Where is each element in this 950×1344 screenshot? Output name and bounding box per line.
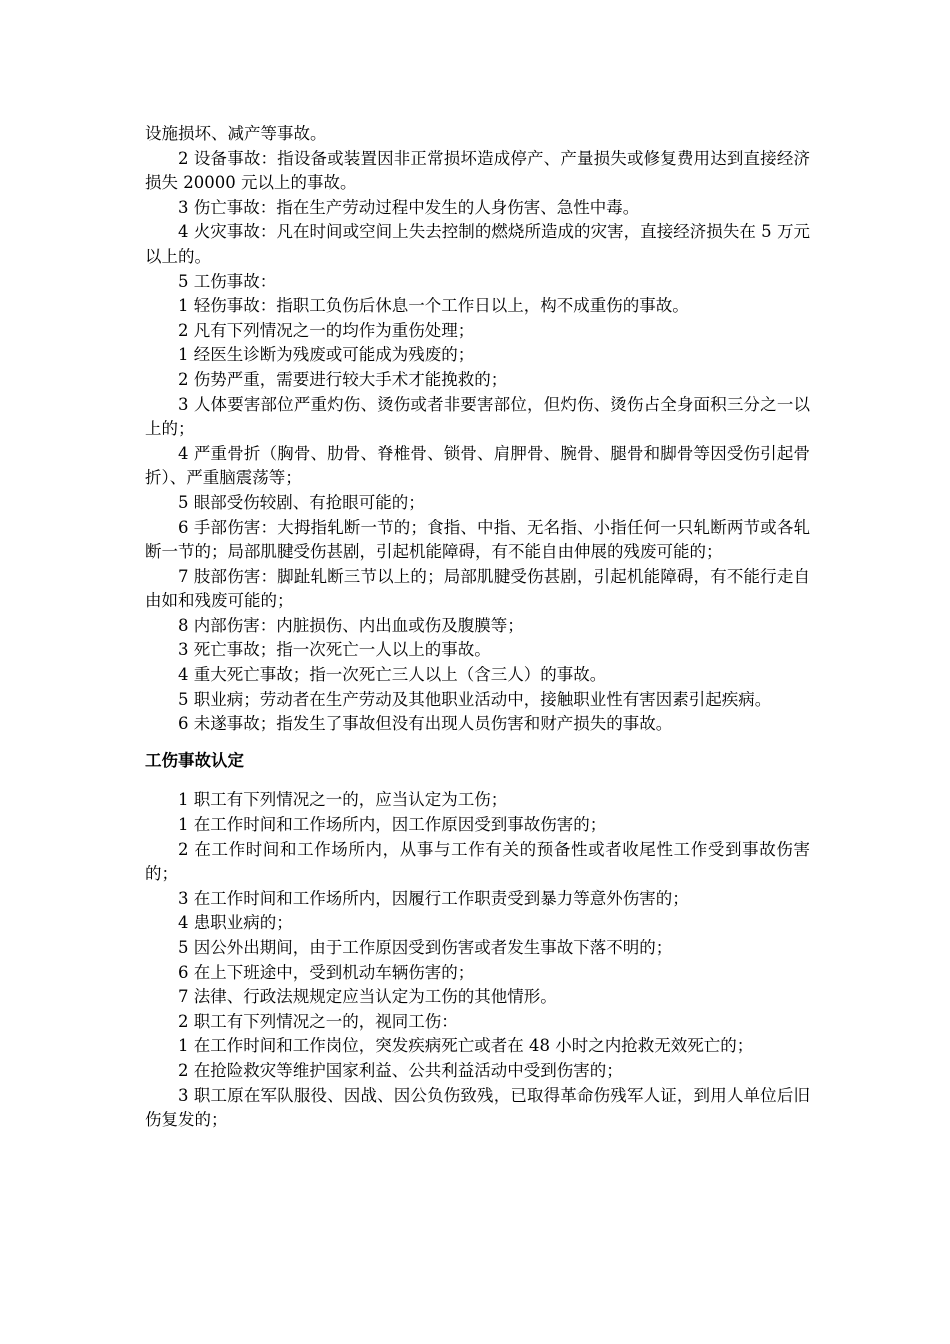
paragraph: 6 未遂事故；指发生了事故但没有出现人员伤害和财产损失的事故。 (178, 714, 673, 734)
paragraph: 1 轻伤事故：指职工负伤后休息一个工作日以上，构不成重伤的事故。 (178, 296, 689, 316)
paragraph: 7 法律、行政法规规定应当认定为工伤的其他情形。 (178, 987, 557, 1007)
document-page (145, 122, 810, 1133)
paragraph: 1 职工有下列情况之一的，应当认定为工伤； (178, 790, 508, 810)
paragraph: 8 内部伤害：内脏损伤、内出血或伤及腹膜等； (178, 615, 524, 635)
section-accident-types (145, 122, 810, 737)
paragraph: 5 因公外出期间，由于工作原因受到伤害或者发生事故下落不明的； (178, 938, 673, 957)
paragraph: 4 严重骨折（胸骨、肋骨、脊椎骨、锁骨、肩胛骨、腕骨、腿骨和脚骨等因受伤引起骨折）、严重脑震荡等； (145, 443, 810, 488)
paragraph: 3 人体要害部位严重灼伤、烫伤或者非要害部位，但灼伤、烫伤占全身面积三分之一以上的； (145, 394, 810, 439)
paragraph: 3 伤亡事故：指在生产劳动过程中发生的人身伤害、急性中毒。 (178, 197, 640, 217)
paragraph: 6 在上下班途中，受到机动车辆伤害的； (178, 962, 475, 982)
paragraph: 设施损坏、减产等事故。 (145, 124, 327, 143)
paragraph: 4 患职业病的； (178, 913, 293, 933)
paragraph: 2 在抢险救灾等维护国家利益、公共利益活动中受到伤害的； (178, 1060, 623, 1080)
paragraph: 5 工伤事故： (178, 271, 277, 291)
paragraph: 4 重大死亡事故；指一次死亡三人以上（含三人）的事故。 (178, 665, 607, 685)
paragraph: 1 在工作时间和工作岗位，突发疾病死亡或者在 48 小时之内抢救无效死亡的； (178, 1036, 754, 1056)
paragraph: 1 经医生诊断为残废或可能成为残废的； (178, 345, 475, 365)
paragraph: 2 伤势严重，需要进行较大手术才能挽救的； (178, 369, 508, 389)
paragraph: 3 死亡事故；指一次死亡一人以上的事故。 (178, 640, 491, 660)
section-heading: 工伤事故认定 (145, 750, 244, 770)
paragraph: 1 在工作时间和工作场所内，因工作原因受到事故伤害的； (178, 815, 607, 835)
paragraph: 2 在工作时间和工作场所内，从事与工作有关的预备性或者收尾性工作受到事故伤害的； (145, 839, 810, 884)
paragraph: 3 在工作时间和工作场所内，因履行工作职责受到暴力等意外伤害的； (178, 888, 689, 908)
paragraph: 3 职工原在军队服役、因战、因公负伤致残，已取得革命伤残军人证，到用人单位后旧伤复发的； (145, 1085, 810, 1130)
paragraph: 4 火灾事故：凡在时间或空间上失去控制的燃烧所造成的灾害，直接经济损失在 5 万元以上的。 (145, 222, 810, 266)
paragraph: 7 肢部伤害：脚趾轧断三节以上的；局部肌腱受伤甚剧，引起机能障碍，有不能行走自由如和残废可能的； (145, 566, 810, 611)
paragraph: 5 职业病；劳动者在生产劳动及其他职业活动中，接触职业性有害因素引起疾病。 (178, 689, 772, 709)
paragraph: 6 手部伤害：大拇指轧断一节的；食指、中指、无名指、小指任何一只轧断两节或各轧断一节的；局部肌腱受伤甚剧，引起机能障碍，有不能自由伸展的残废可能的； (145, 517, 810, 562)
paragraph: 5 眼部受伤较剧、有抢眼可能的； (178, 492, 425, 512)
paragraph: 2 凡有下列情况之一的均作为重伤处理； (178, 320, 475, 340)
paragraph: 2 职工有下列情况之一的，视同工伤： (178, 1011, 458, 1031)
paragraph: 2 设备事故：指设备或装置因非正常损坏造成停产、产量损失或修复费用达到直接经济损失 20000 元以上的事故。 (145, 148, 810, 193)
section-injury-recognition (145, 788, 810, 1132)
